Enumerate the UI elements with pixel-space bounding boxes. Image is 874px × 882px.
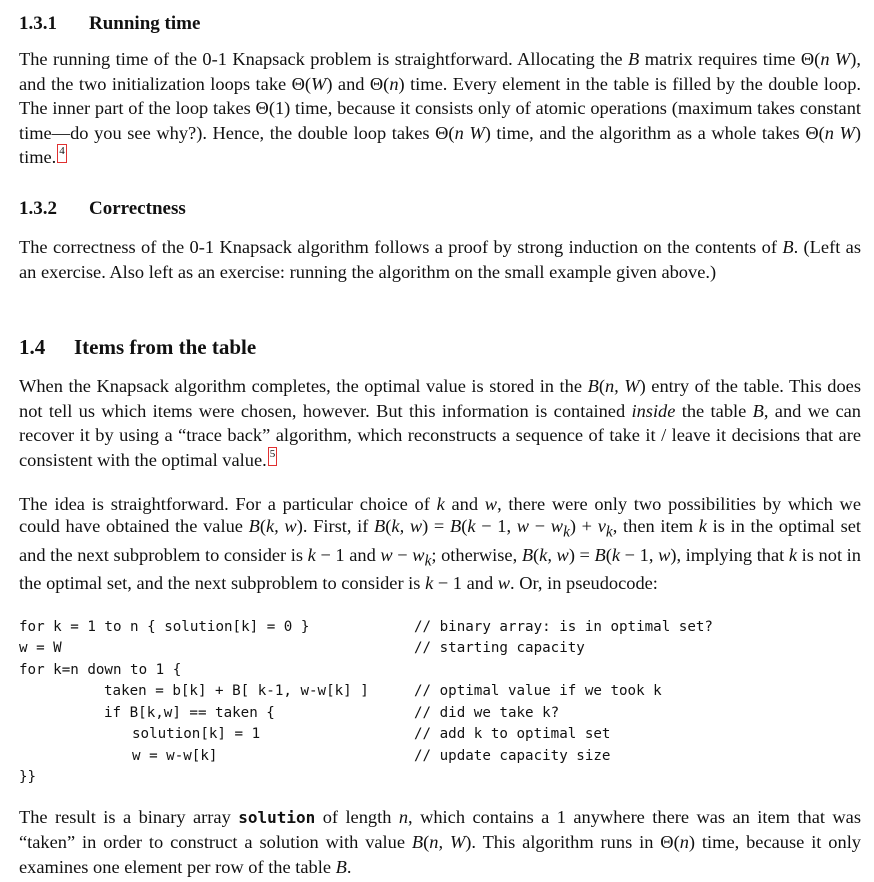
code-comment: // starting capacity bbox=[414, 640, 585, 656]
section-heading-items-from-table bbox=[19, 335, 256, 360]
paragraph-running-time: The running time of the 0-1 Knapsack problem is straightforward. Allocating the B matrix requires time Θ(n W), and the two initialization loops take Θ(W) and Θ(n) time. Every element in the table is filled by the double loop. The inner part of the loop takes Θ(1) time, because it consists only of atomic operations (maximum takes constant time—do you see why?). Hence, the double loop takes Θ(n W) time, and the algorithm as a whole takes Θ(n W) time. 4 bbox=[19, 49, 862, 168]
section-title: Correctness bbox=[89, 198, 186, 219]
code-comment: // binary array: is in optimal set? bbox=[414, 619, 713, 635]
paragraph-items-intro: When the Knapsack algorithm completes, the optimal value is stored in the B(n, W) entry of the table. This does not tell us which items were chosen, however. But this information is contained inside the table B, and we can recover it by using a “trace back” algorithm, which reconstructs a sequence of take it / leave it decisions that are consistent with the optimal value. 5 bbox=[19, 376, 861, 470]
section-heading-running-time bbox=[19, 13, 200, 35]
code-line: if B[k,w] == taken { bbox=[104, 705, 275, 721]
code-line: }} bbox=[19, 769, 37, 785]
code-line: w = W bbox=[19, 640, 62, 656]
paragraph-correctness: The correctness of the 0-1 Knapsack algorithm follows a proof by strong induction on the contents of B. (Left as an exercise. Also left as an exercise: running the algorithm on the small example given above.) bbox=[19, 237, 861, 282]
code-line: for k = 1 to n { solution[k] = 0 } bbox=[19, 619, 310, 635]
code-comment: // did we take k? bbox=[414, 705, 560, 721]
code-line: for k=n down to 1 { bbox=[19, 662, 182, 678]
section-title: Running time bbox=[89, 13, 201, 34]
paragraph-result: The result is a binary array solution of length n, which contains a 1 anywhere there was an item that was “taken” in order to construct a solution with value B(n, W). This algorithm runs in Θ(n) time, because it only examines one element per row of the table B. bbox=[19, 807, 861, 877]
section-number: 1.4 bbox=[19, 335, 46, 359]
code-comment: // optimal value if we took k bbox=[414, 683, 662, 699]
footnote-link-5[interactable]: 5 bbox=[268, 447, 278, 466]
section-title: Items from the table bbox=[74, 335, 257, 359]
footnote-link-4[interactable]: 4 bbox=[57, 144, 67, 163]
inline-code: solution bbox=[238, 808, 316, 827]
code-line: w = w-w[k] bbox=[132, 748, 218, 764]
section-number: 1.3.2 bbox=[19, 198, 57, 219]
code-comment: // update capacity size bbox=[414, 748, 611, 764]
paragraph-trace-back-idea: The idea is straightforward. For a particular choice of k and w, there were only two possibilities by which we could have obtained the value B(k, w). First, if B(k, w) = B(k − 1, $w - w_k) + v_k$, then item k is in the optimal set and the next subproblem to consider is k − 1 and $w - w_k$; otherwise, B(k, w) = B(k − 1, w), implying that k is not in the optimal set, and the next subproblem to consider is k − 1 and w. Or, in pseudocode: bbox=[19, 494, 861, 594]
section-number: 1.3.1 bbox=[19, 13, 57, 34]
code-line: solution[k] = 1 bbox=[132, 726, 261, 742]
code-comment: // add k to optimal set bbox=[414, 726, 611, 742]
code-line: taken = b[k] + B[ k-1, w-w[k] ] bbox=[104, 683, 369, 699]
section-heading-correctness bbox=[19, 198, 186, 220]
